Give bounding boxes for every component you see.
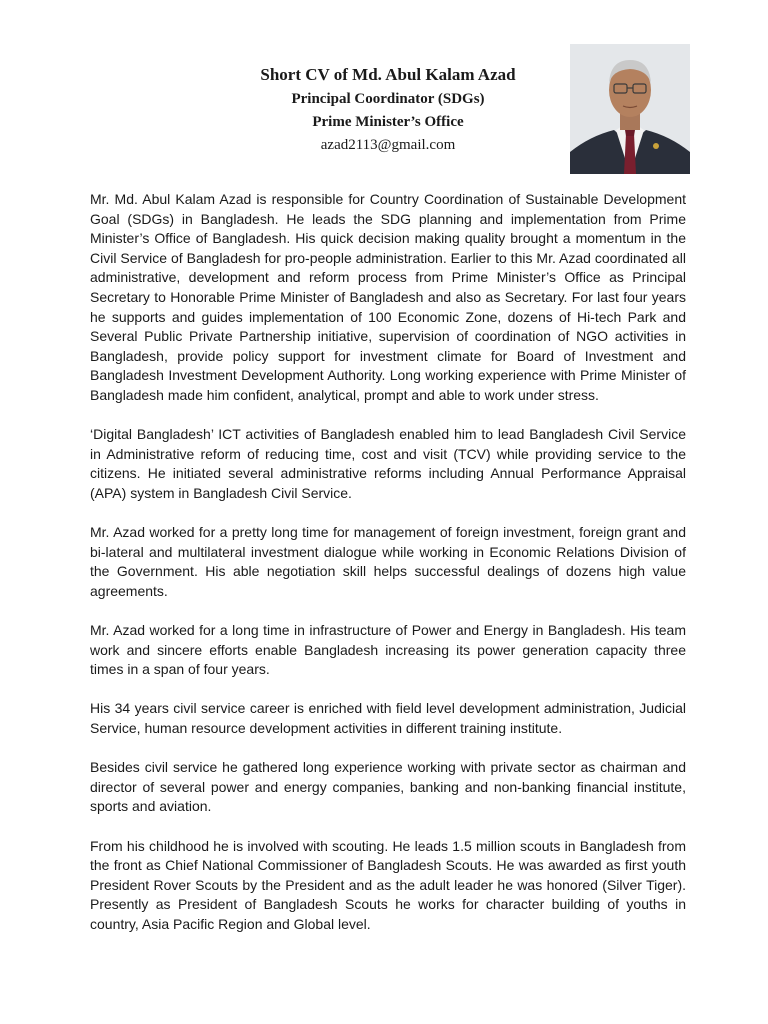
paragraph-private-sector: Besides civil service he gathered long experience working with private sector as chairman and director of several power and energy companies, banking and non-banking financial institute, sports and aviation. <box>90 759 686 815</box>
cv-title: Short CV of Md. Abul Kalam Azad <box>260 65 516 84</box>
office-name: Prime Minister’s Office <box>312 114 464 130</box>
email-address: azad2113@gmail.com <box>320 137 456 153</box>
position-title: Principal Coordinator (SDGs) <box>291 91 485 107</box>
paragraph-power-energy: Mr. Azad worked for a long time in infrastructure of Power and Energy in Bangladesh. His team work and sincere efforts enable Bangladesh increasing its power generation capacity three times in a span of four years. <box>90 622 686 678</box>
cv-body <box>90 190 686 954</box>
paragraph-digital-bangladesh: ‘Digital Bangladesh’ ICT activities of Bangladesh enabled him to lead Bangladesh Civil Service in Administrative reform of reducing time, cost and visit (TCV) while providing service to the citizens. He initiated several administrative reforms including Annual Performance Appraisal (APA) system in Bangladesh Civil Service. <box>90 426 686 501</box>
paragraph-scouting: From his childhood he is involved with scouting. He leads 1.5 million scouts in Bangladesh from the front as Chief National Commissioner of Bangladesh Scouts. He was awarded as first youth President Rover Scouts by the President and as the adult leader he was honored (Silver Tiger). Presently as President of Bangladesh Scouts he works for character building of youths in country, Asia Pacific Region and Global level. <box>90 837 686 932</box>
portrait-illustration <box>570 44 690 174</box>
paragraph-foreign-investment: Mr. Azad worked for a pretty long time for management of foreign investment, foreign grant and bi-lateral and multilateral investment dialogue while working in Economic Relations Division of the Government. His able negotiation skill helps successful dealings of dozens high value agreements. <box>90 524 686 599</box>
paragraph-civil-service-career: His 34 years civil service career is enriched with field level development administration, Judicial Service, human resource development activities in different training institute. <box>90 700 686 737</box>
portrait-photo <box>570 44 690 174</box>
paragraph-sdg-role: Mr. Md. Abul Kalam Azad is responsible for Country Coordination of Sustainable Development Goal (SDGs) in Bangladesh. He leads the SDG planning and implementation from Prime Minister’s Office of Bangladesh. His quick decision making quality brought a momentum in the Civil Service of Bangladesh for pro-people administration. Earlier to this Mr. Azad coordinated all administrative, development and reform process from Prime Minister’s Office as Principal Secretary to Honorable Prime Minister of Bangladesh and also as Secretary. For last four years he supports and guides implementation of 100 Economic Zone, dozens of Hi-tech Park and Several Public Private Partnership initiative, supervision of coordination of NGO activities in Bangladesh, provide policy support for investment climate for Board of Investment and Bangladesh Investment Development Authority. Long working experience with Prime Minister of Bangladesh made him confident, analytical, prompt and able to work under stress. <box>90 191 686 403</box>
